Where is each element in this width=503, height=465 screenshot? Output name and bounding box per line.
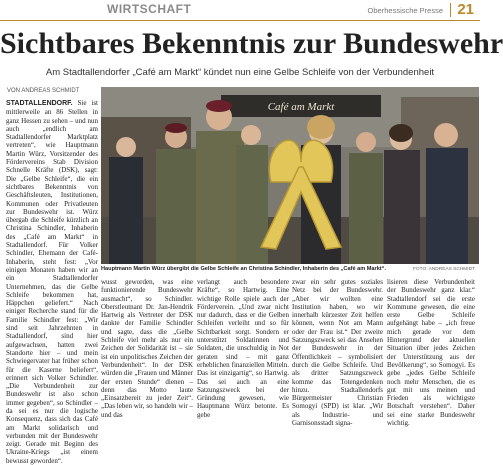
article-column-1 <box>6 99 98 465</box>
article-headline: Sichtbares Bekenntnis zur Bundeswehr <box>0 27 503 60</box>
header-rule <box>0 20 480 21</box>
page-header <box>0 0 480 22</box>
column-1-text: Sie ist mittlerweile an 86 Stellen in ganz Hessen zu sehen – und nun auch „endlich am Stadtallendorfer Marktplatz vertreten“, wie Hauptmann Martin Würz, Vorsitzender des Fördervereins Stab Division Schnelle Kräfte (DSK), sagt: Die „Gelbe Schleife“, die ein sichtbares Bekenntnis von Geschäftsleuten, Institutionen, Kommunen oder Privatleuten zur Bundeswehr ist. Würz übergab die Schleife kürzlich an Christina Schindler, Inhaberin des „Café am Markt“ in Stadtallendorf. Für Volker Schindler, Ehemann der Café-Inhaberin, steht fest: „Vor einigen Monaten haben wir an ein Stadtallendorfer Unternehmen, das die Gelbe Schleife bekommen hat, Häppchen geliefert.“ Nach einiger Recherche stand für die Familie Schindler fest: „Wir sind seit Jahrzehnten in Stadtallendorf, sind hier aufgewachsen, hatten zwei Standorte hier – und mein Schwiegervater hat früher schon für die Kaserne beliefert“, erinnert sich Volker Schindler. „Die Verbundenheit zur Bundeswehr ist also schon immer gegeben“, so Schindler – da sei es nur die logische Konsequenz, dass sich das Café am Markt solidarisch und verbunden mit der Bundeswehr zeigt. Gerade mit Beginn des Ukraine-Kriegs „ist einem bewusst geworden“. <box>6 99 98 465</box>
article-column-2: wusst geworden, was eine funktionierende Bundeswehr ausmacht“, so Schindler. Oberstleutnant Dr. Jan-Hendrik Hartwig als Vertreter der DSK dankte der Familie Schindler und sagte, dass die „Gelbe Schleife viel mehr als nur ein Zeichen der Solidarität ist – sie ist ein unpolitisches Zeichen der Verbundenheit“. In der DSK würden die „Frauen und Männer der ersten Stunde“ dienen – denn das Motto laute „Einsatzbereit zu jeder Zeit“. „Das leben wir, so handeln wir – und das <box>101 278 193 419</box>
article-photo <box>101 87 479 264</box>
dateline: STADTALLENDORF. <box>6 100 73 107</box>
article-author: VON ANDREAS SCHMIDT <box>7 88 80 94</box>
page-number-divider <box>450 3 451 17</box>
article-subheadline: Am Stadtallendorfer „Café am Markt“ kündet nun eine Gelbe Schleife von der Verbundenheit <box>45 67 435 78</box>
photo-credit: FOTO: ANDREAS SCHMIDT <box>412 267 475 272</box>
page-number: 21 <box>457 1 474 18</box>
article-column-3: verlangt auch besondere Kräfte“, so Hartwig. Eine wichtige Rolle spiele auch der Förderverein. „Und zwar nicht nur dadurch, dass er die Gelben Schleifen verleiht und so für Sichtbarkeit sorgt. Sondern er unterstützt Soldatinnen und Soldaten, die unschuldig in Not geraten sind – mit ganz erheblichen finanziellen Mitteln. Das ist einzigartig“, so Hartwig. Das sei auch an eine Satzungszweck bei der Gründung gewesen, wie Hauptmann Würz betonte. Es gebe <box>197 278 289 419</box>
newspaper-name: Oberhessische Presse <box>367 6 443 15</box>
section-label: WIRTSCHAFT <box>107 2 192 16</box>
article-column-4: zwar ein sehr gutes soziales Netz bei der Bundeswehr. „Aber wir wollten eine Institution haben, wo wir innerhalb kürzester Zeit helfen können, wenn Not am Mann oder der Frau ist.“ Der zweite Satzungszweck sei das Ansehen der Bundeswehr in der Öffentlichkeit – symbolisiert durch die Gelbe Schleife. Und als dritter Satzungszweck komme das Totengedenken hinzu. Stadtallendorfs Bürgermeister Christian Somogyi (SPD) ist klar. „Wir als Industrie- und Garnisonsstadt signa- <box>292 278 383 428</box>
article-column-5: lisieren diese Verbundenheit der Bundeswehr ganz klar.“ Stadtallendorf sei die erste Kommune gewesen, die eine erste Gelbe Schleife aufgehängt habe – „ich freue mich gerade vor dem Hintergrund der aktuellen Situation über jedes Zeichen der Unterstützung aus der Bevölkerung“, so Somogyi. Es gebe „jedes Gelbe Schleife noch mehr Menschen, die es gut mit uns meinen und Frieden als wichtigste Botschaft verstehen“. Daher sei eine starke Bundeswehr wichtig. <box>387 278 475 428</box>
photo-caption: Hauptmann Martin Würz übergibt die Gelbe Schleife an Christina Schindler, Inhaberin des „Café am Markt“. <box>101 266 387 272</box>
cafe-sign-text: Café am Markt <box>267 101 335 113</box>
